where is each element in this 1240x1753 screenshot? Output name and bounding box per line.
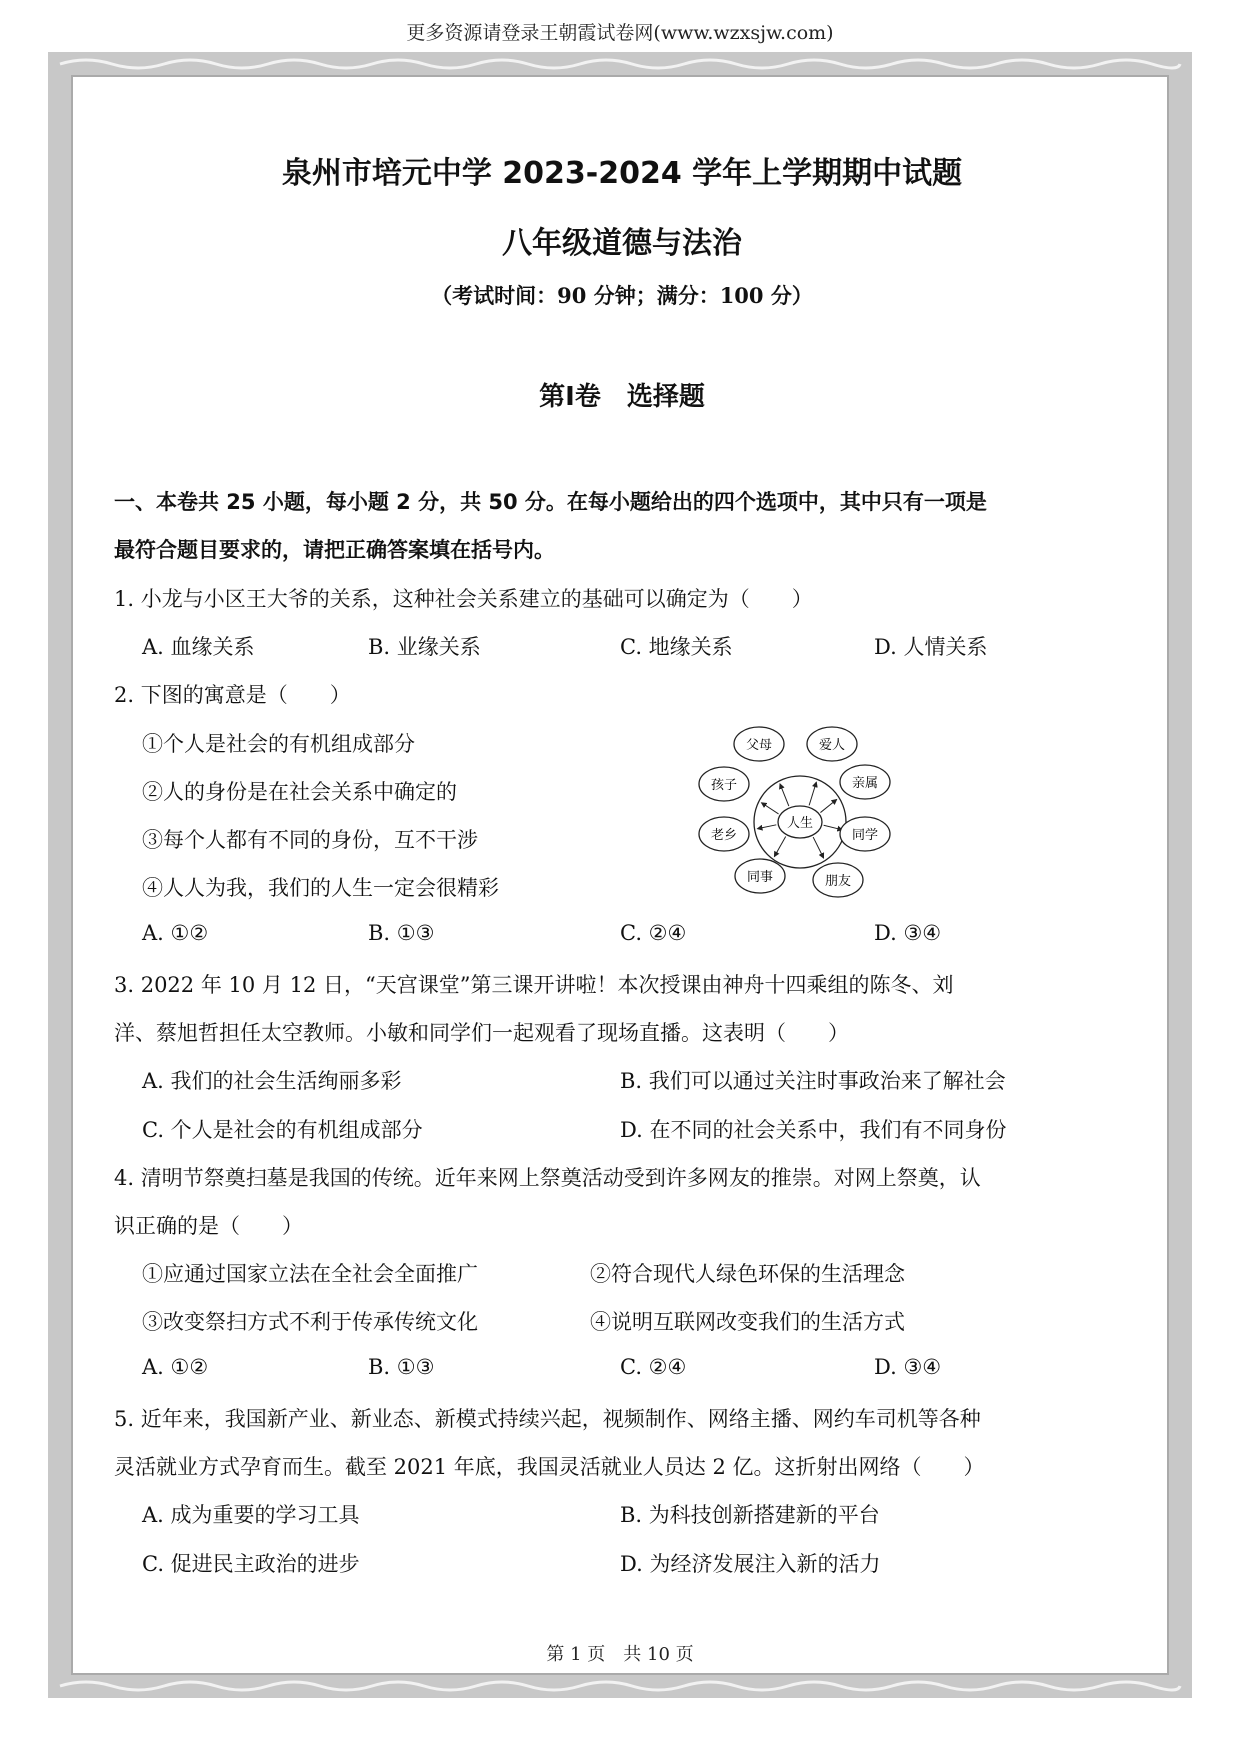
question-stem: 2. 下图的寓意是（ ）	[114, 683, 351, 707]
option-d: D. ③④	[874, 1355, 942, 1379]
life-relationship-diagram	[688, 722, 908, 912]
option-b: B. 我们可以通过关注时事政治来了解社会	[620, 1069, 1006, 1093]
exam-title: 泉州市培元中学 2023-2024 学年上学期期中试题	[281, 156, 963, 191]
relation-node-label: 爱人	[818, 738, 846, 753]
exam-info: （考试时间：90 分钟；满分：100 分）	[431, 283, 813, 308]
option-c: C. 地缘关系	[620, 635, 733, 659]
statement: ③改变祭扫方式不利于传承传统文化	[142, 1310, 478, 1334]
option-d: D. 为经济发展注入新的活力	[620, 1552, 881, 1576]
option-b: B. ①③	[368, 921, 435, 945]
spoke-arrow	[780, 784, 789, 806]
option-b: B. 业缘关系	[368, 635, 481, 659]
statement: ①个人是社会的有机组成部分	[142, 732, 415, 756]
option-c: C. ②④	[620, 921, 687, 945]
spoke-arrow	[820, 799, 836, 812]
spoke-arrow	[813, 837, 823, 858]
section-instruction: 一、本卷共 25 小题，每小题 2 分，共 50 分。在每小题给出的四个选项中，其中只有一项是	[114, 490, 987, 514]
page-number: 第 1 页 共 10 页	[546, 1644, 694, 1665]
exam-subject: 八年级道德与法治	[502, 226, 742, 261]
option-a: A. 血缘关系	[142, 635, 255, 659]
option-d: D. 在不同的社会关系中，我们有不同身份	[620, 1118, 1007, 1142]
statement: ②人的身份是在社会关系中确定的	[142, 780, 457, 804]
option-b: B. ①③	[368, 1355, 435, 1379]
relation-node-label: 老乡	[710, 828, 738, 843]
option-c: C. 促进民主政治的进步	[142, 1552, 360, 1576]
spoke-arrow	[774, 836, 785, 856]
option-a: A. ①②	[142, 921, 209, 945]
statement: ④说明互联网改变我们的生活方式	[590, 1310, 905, 1334]
spoke-arrow	[762, 803, 779, 814]
statement: ②符合现代人绿色环保的生活理念	[590, 1262, 905, 1286]
spoke-arrow	[824, 825, 843, 830]
question-stem: 4. 清明节祭奠扫墓是我国的传统。近年来网上祭奠活动受到许多网友的推崇。对网上祭奠，认	[114, 1166, 981, 1190]
statement: ④人人为我，我们的人生一定会很精彩	[142, 876, 499, 900]
statement: ①应通过国家立法在全社会全面推广	[142, 1262, 478, 1286]
option-c: C. ②④	[620, 1355, 687, 1379]
option-d: D. 人情关系	[874, 635, 988, 659]
site-banner: 更多资源请登录王朝霞试卷网(www.wzxsjw.com)	[406, 22, 834, 44]
relation-node-label: 朋友	[824, 874, 852, 889]
question-stem: 识正确的是（ ）	[114, 1214, 303, 1238]
statement: ③每个人都有不同的身份，互不干涉	[142, 828, 478, 852]
relation-node-label: 同学	[851, 828, 879, 843]
relation-node-label: 孩子	[710, 778, 738, 793]
spoke-arrow	[809, 782, 816, 805]
question-stem: 洋、蔡旭哲担任太空教师。小敏和同学们一起观看了现场直播。这表明（ ）	[114, 1021, 849, 1045]
option-a: A. 我们的社会生活绚丽多彩	[142, 1069, 402, 1093]
relation-node-label: 父母	[745, 738, 773, 753]
question-stem: 3. 2022 年 10 月 12 日，“天宫课堂”第三课开讲啦！本次授课由神舟十四乘组的陈冬、刘	[114, 973, 954, 997]
option-a: A. ①②	[142, 1355, 209, 1379]
question-stem: 灵活就业方式孕育而生。截至 2021 年底，我国灵活就业人员达 2 亿。这折射出网络（ ）	[114, 1455, 985, 1479]
relation-node-label: 亲属	[851, 776, 879, 791]
section-instruction: 最符合题目要求的，请把正确答案填在括号内。	[114, 538, 555, 562]
question-stem: 1. 小龙与小区王大爷的关系，这种社会关系建立的基础可以确定为（ ）	[114, 587, 813, 611]
center-label: 人生	[786, 816, 814, 831]
option-b: B. 为科技创新搭建新的平台	[620, 1503, 880, 1527]
option-a: A. 成为重要的学习工具	[142, 1503, 360, 1527]
relation-node-label: 同事	[746, 870, 774, 885]
spoke-arrow	[758, 825, 777, 829]
option-c: C. 个人是社会的有机组成部分	[142, 1118, 423, 1142]
question-stem: 5. 近年来，我国新产业、新业态、新模式持续兴起，视频制作、网络主播、网约车司机等各种	[114, 1407, 981, 1431]
section-title: 第Ⅰ卷 选择题	[539, 382, 705, 412]
option-d: D. ③④	[874, 921, 942, 945]
